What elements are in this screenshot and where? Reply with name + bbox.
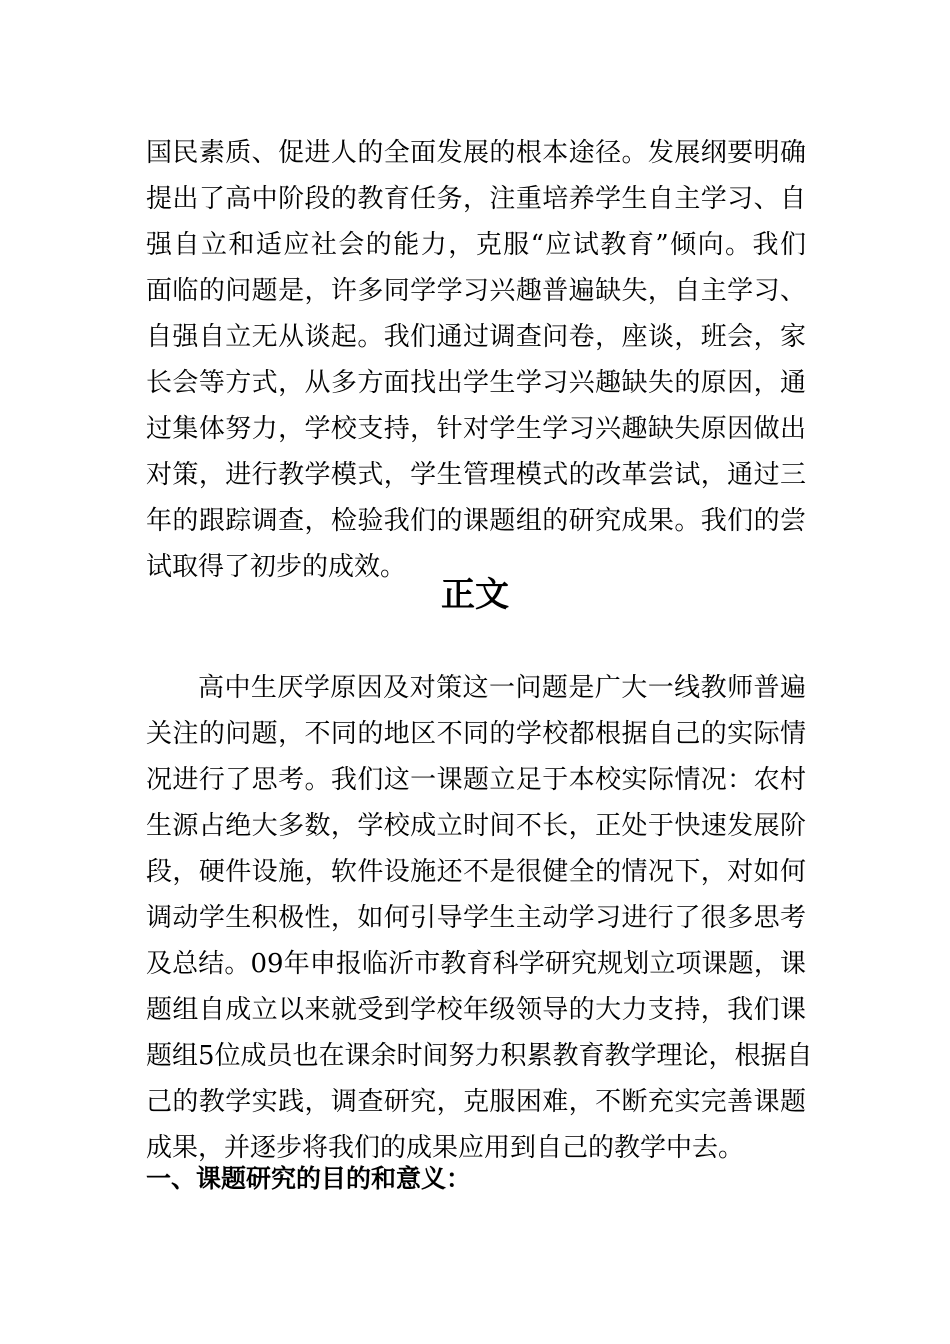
body-line: 成果，并逐步将我们的成果应用到自己的教学中去。 (146, 1133, 745, 1163)
intro-line: 过集体努力，学校支持，针对学生学习兴趣缺失原因做出 (146, 414, 806, 444)
body-paragraph (146, 665, 813, 1171)
intro-line: 自强自立无从谈起。我们通过调查问卷，座谈，班会，家 (146, 322, 806, 352)
body-line: 生源占绝大多数，学校成立时间不长，正处于快速发展阶 (146, 811, 806, 841)
intro-line: 试取得了初步的成效。 (146, 552, 407, 582)
body-line: 调动学生积极性，如何引导学生主动学习进行了很多思考 (146, 903, 806, 933)
body-line: 关注的问题，不同的地区不同的学校都根据自己的实际情 (146, 719, 806, 749)
intro-line: 对策，进行教学模式，学生管理模式的改革尝试，通过三 (146, 460, 806, 490)
body-line: 及总结。09年申报临沂市教育科学研究规划立项课题，课 (146, 949, 806, 979)
intro-line: 长会等方式，从多方面找出学生学习兴趣缺失的原因，通 (146, 368, 806, 398)
intro-line: 提出了高中阶段的教育任务，注重培养学生自主学习、自 (146, 184, 806, 214)
intro-line: 年的跟踪调查，检验我们的课题组的研究成果。我们的尝 (146, 506, 806, 536)
body-line: 况进行了思考。我们这一课题立足于本校实际情况：农村 (146, 765, 806, 795)
body-line: 己的教学实践，调查研究，克服困难，不断充实完善课题 (146, 1087, 806, 1117)
body-line: 高中生厌学原因及对策这一问题是广大一线教师普遍 (198, 673, 806, 703)
intro-line: 国民素质、促进人的全面发展的根本途径。发展纲要明确 (146, 138, 806, 168)
intro-line: 面临的问题是，许多同学学习兴趣普遍缺失，自主学习、 (146, 276, 806, 306)
body-line: 段，硬件设施，软件设施还不是很健全的情况下，对如何 (146, 857, 806, 887)
body-line: 题组自成立以来就受到学校年级领导的大力支持，我们课 (146, 995, 806, 1025)
body-line: 题组5位成员也在课余时间努力积累教育教学理论，根据自 (146, 1041, 813, 1071)
intro-line: 强自立和适应社会的能力，克服“应试教育”倾向。我们 (146, 230, 806, 260)
section-heading: 一、课题研究的目的和意义： (146, 1164, 472, 1193)
intro-paragraph (146, 130, 806, 590)
main-heading: 正文 (441, 575, 509, 615)
